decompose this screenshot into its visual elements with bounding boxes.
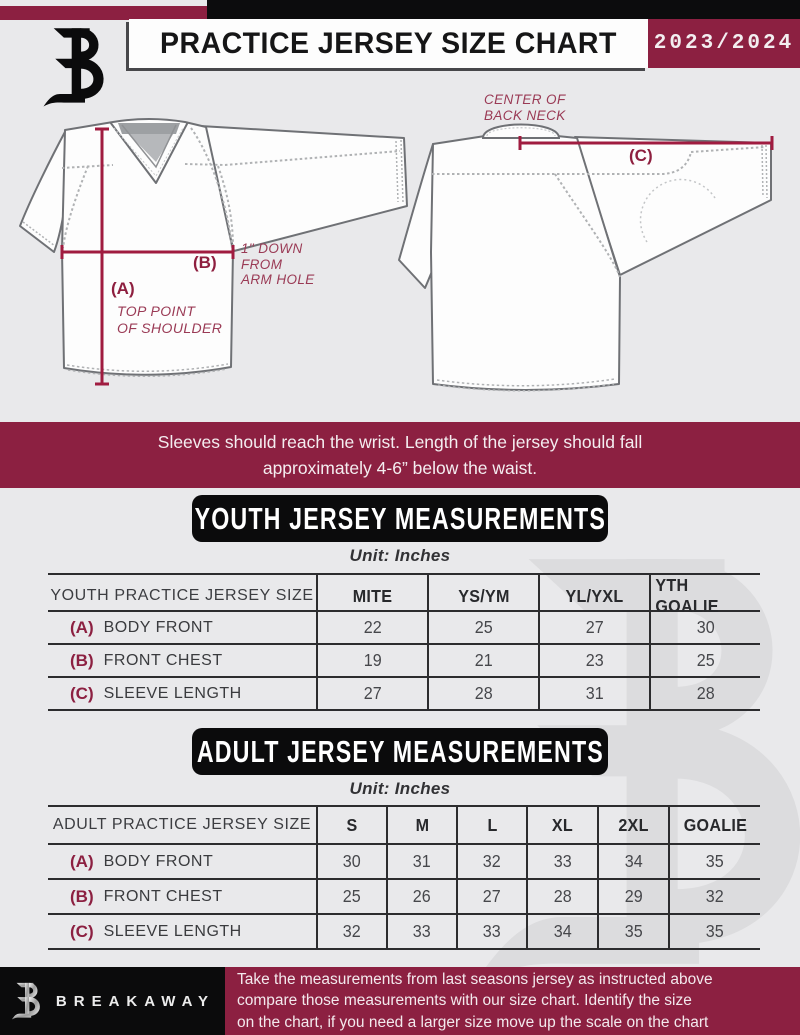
header-maroon-strip	[0, 6, 207, 20]
breakaway-logo-icon	[26, 22, 126, 112]
adult-banner-label: ADULT JERSEY MEASUREMENTS	[196, 733, 604, 769]
youth-col-header: MITE	[352, 585, 393, 606]
front-jersey-diagram	[10, 100, 415, 400]
footer-note-line-1: Take the measurements from last seasons jersey as instructed above	[237, 970, 713, 988]
front-a-desc: TOP POINT OF SHOULDER	[117, 303, 223, 336]
adult-col-header: ADULT PRACTICE JERSEY SIZE	[52, 816, 312, 833]
fit-notice-banner	[0, 422, 800, 488]
footer-brand-block	[0, 967, 225, 1035]
youth-table-header-row	[48, 575, 760, 616]
youth-banner-label: YOUTH JERSEY MEASUREMENTS	[194, 500, 606, 536]
title-bar	[129, 19, 648, 68]
adult-col-header: GOALIE	[683, 814, 747, 835]
breakaway-logo-small-icon	[10, 980, 44, 1022]
table-row: (A) BODY FRONT 22 25 27 30	[48, 612, 760, 645]
back-jersey-diagram	[395, 92, 790, 402]
adult-unit-label: Unit: Inches	[349, 779, 451, 798]
page-title: PRACTICE JERSEY SIZE CHART	[160, 26, 617, 60]
front-key-b: (B)	[193, 253, 217, 272]
adult-col-header: 2XL	[618, 814, 649, 835]
table-row: (A) BODY FRONT 30 31 32 33 34 35	[48, 845, 760, 880]
back-key-c: (C)	[629, 146, 653, 165]
youth-col-header: YL/YXL	[565, 585, 624, 606]
youth-col-header: YTH GOALIE	[655, 575, 719, 616]
footer-instructions	[225, 967, 800, 1035]
season-label: 2023/2024	[653, 32, 795, 55]
adult-col-header: XL	[551, 814, 574, 835]
table-row: (C) SLEEVE LENGTH 27 28 31 28	[48, 678, 760, 711]
back-neck-desc: CENTER OF BACK NECK	[484, 92, 566, 123]
footer-note-line-3: on the chart, if you need a larger size move up the scale on the chart	[237, 1013, 709, 1031]
youth-unit-label: Unit: Inches	[349, 546, 451, 565]
fit-notice-line-2: approximately 4-6” below the waist.	[262, 458, 538, 478]
youth-col-header: YS/YM	[457, 585, 510, 606]
table-row: (C) SLEEVE LENGTH 32 33 33 34 35 35	[48, 915, 760, 950]
youth-section-banner	[192, 495, 608, 542]
table-row: (B) FRONT CHEST 19 21 23 25	[48, 645, 760, 678]
adult-col-header: L	[486, 814, 498, 835]
front-key-a: (A)	[111, 279, 135, 298]
youth-col-header: YOUTH PRACTICE JERSEY SIZE	[50, 587, 314, 604]
youth-size-table	[48, 573, 760, 711]
fit-notice-line-1: Sleeves should reach the wrist. Length of the jersey should fall	[157, 432, 643, 452]
adult-table-header-row	[48, 807, 760, 845]
adult-col-header: M	[415, 814, 429, 835]
header-black-strip	[207, 0, 800, 20]
front-b-desc: 1" DOWN FROM ARM HOLE	[241, 241, 315, 287]
adult-size-table	[48, 805, 760, 950]
season-box	[648, 19, 800, 68]
brand-name: BREAKAWAY	[55, 992, 216, 1010]
adult-section-banner	[192, 728, 608, 775]
adult-col-header: S	[346, 814, 358, 835]
footer-note-line-2: compare those measurements with our size chart. Identify the size	[237, 992, 692, 1010]
table-row: (B) FRONT CHEST 25 26 27 28 29 32	[48, 880, 760, 915]
